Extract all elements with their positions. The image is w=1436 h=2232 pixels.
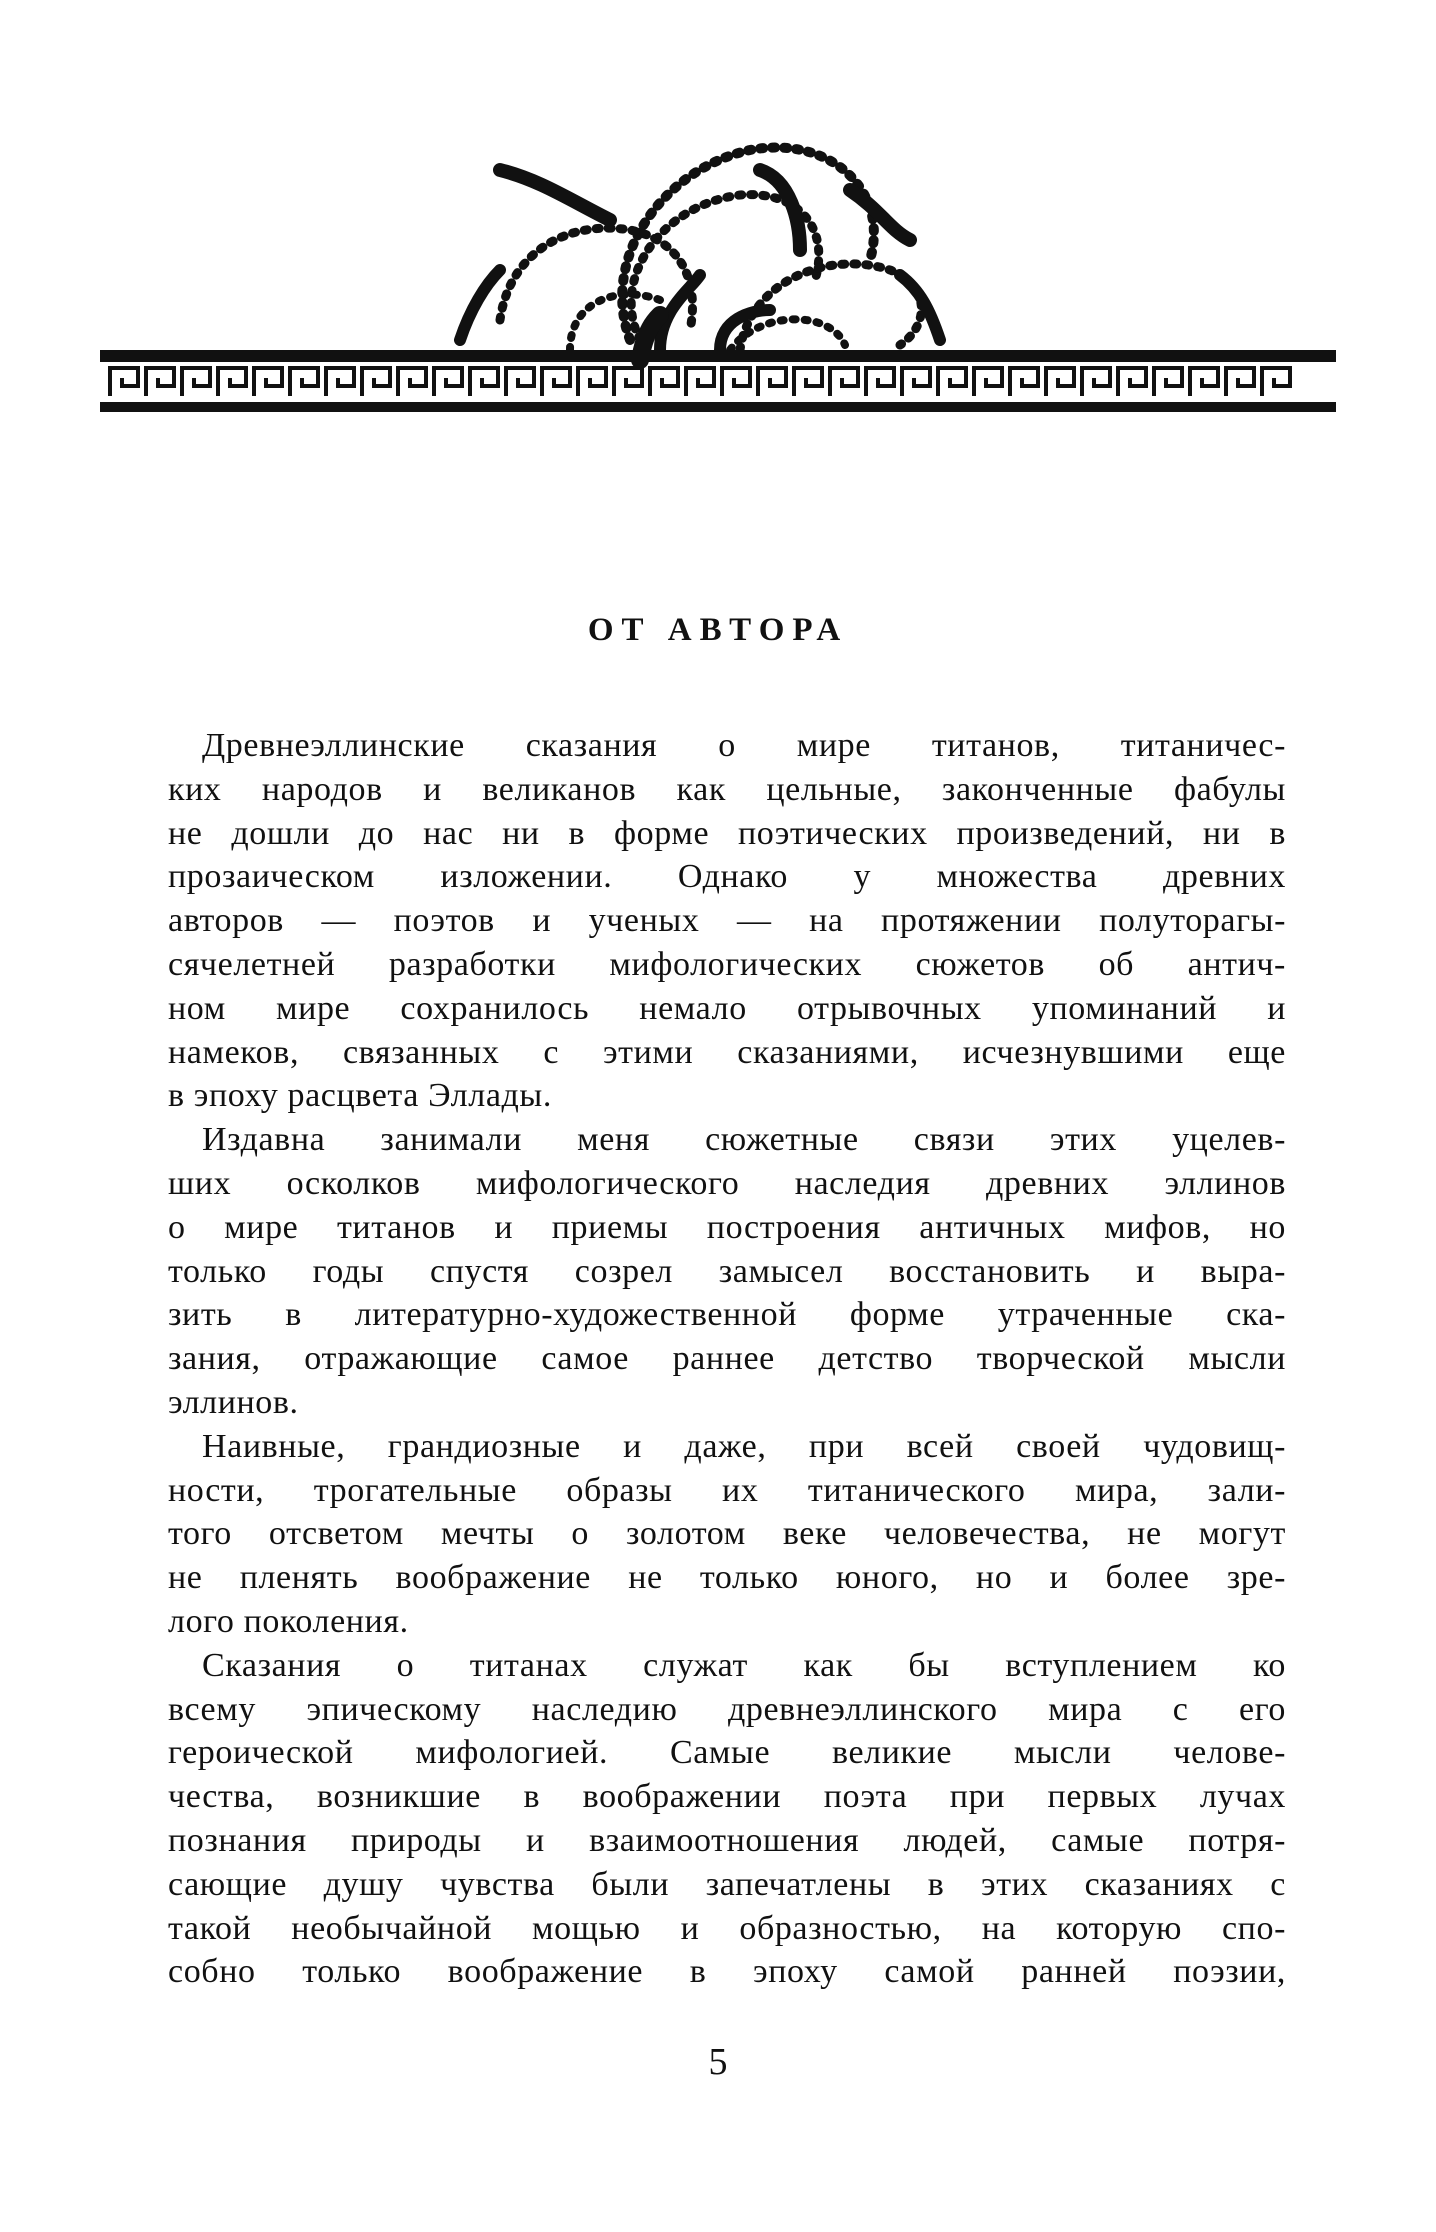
meander-unit [974, 368, 1002, 396]
text-line: того отсветом мечты о золотом веке человечества, не могут [168, 1515, 1286, 1553]
text-line: авторов — поэтов и ученых — на протяжении полуторагы- [168, 902, 1286, 940]
text-line: собно только воображение в эпоху самой ранней поэзии, [168, 1953, 1286, 1991]
meander-unit [470, 368, 498, 396]
text-line: лого поколения. [168, 1602, 409, 1640]
meander-unit [1190, 368, 1218, 396]
text-line: зания, отражающие самое раннее детство творческой мысли [168, 1340, 1286, 1378]
text-line: ких народов и великанов как цельные, законченные фабулы [168, 770, 1286, 808]
meander-unit [326, 368, 354, 396]
text-line: ном мире сохранилось немало отрывочных упоминаний и [168, 989, 1286, 1027]
meander-unit [902, 368, 930, 396]
text-line: познания природы и взаимоотношения людей, самые потря- [168, 1821, 1286, 1859]
text-line: ших осколков мифологического наследия древних эллинов [168, 1164, 1286, 1202]
text-line: о мире титанов и приемы построения античных мифов, но [168, 1208, 1286, 1246]
meander-unit [1046, 368, 1074, 396]
text-line: эллинов. [168, 1383, 299, 1421]
text-line: прозаическом изложении. Однако у множества древних [168, 858, 1286, 896]
meander-unit [1262, 368, 1290, 396]
palmette-meander-ornament [100, 110, 1336, 420]
paragraph [168, 724, 1286, 1118]
meander-unit [1082, 368, 1110, 396]
meander-unit [794, 368, 822, 396]
text-line: чества, возникшие в воображении поэта при первых лучах [168, 1778, 1286, 1816]
meander-unit [866, 368, 894, 396]
text-line: такой необычайной мощью и образностью, на которую спо- [168, 1909, 1286, 1947]
meander-unit [434, 368, 462, 396]
meander-unit [1226, 368, 1254, 396]
meander-unit [542, 368, 570, 396]
body-text [168, 724, 1286, 1994]
text-line: Сказания о титанах служат как бы вступлением ко [202, 1646, 1286, 1684]
meander-unit [290, 368, 318, 396]
text-line: сающие душу чувства были запечатлены в этих сказаниях с [168, 1865, 1286, 1903]
bottom-rule [100, 402, 1336, 412]
meander-unit [650, 368, 678, 396]
text-line: намеков, связанных с этими сказаниями, исчезнувшими еще [168, 1033, 1286, 1071]
text-line: Древнеэллинские сказания о мире титанов, титаничес- [202, 727, 1286, 764]
text-line: героической мифологией. Самые великие мысли челове- [168, 1734, 1286, 1772]
top-rule [100, 350, 1336, 362]
text-line: Издавна занимали меня сюжетные связи этих уцелев- [202, 1121, 1286, 1159]
palmette-icon [460, 148, 940, 360]
meander-unit [758, 368, 786, 396]
text-line: только годы спустя созрел замысел восстановить и выра- [168, 1252, 1286, 1290]
meander-unit [254, 368, 282, 396]
meander-unit [938, 368, 966, 396]
meander-band-icon [110, 368, 1290, 396]
meander-unit [506, 368, 534, 396]
paragraph [168, 1644, 1286, 1994]
meander-unit [398, 368, 426, 396]
text-line: сячелетней разработки мифологических сюжетов об антич- [168, 945, 1286, 983]
meander-unit [182, 368, 210, 396]
text-line: всему эпическому наследию древнеэллинского мира с его [168, 1690, 1286, 1728]
meander-unit [110, 368, 138, 396]
text-line: не дошли до нас ни в форме поэтических произведений, ни в [168, 814, 1286, 852]
meander-unit [1154, 368, 1182, 396]
text-line: ности, трогательные образы их титанического мира, зали- [168, 1471, 1286, 1509]
meander-unit [1118, 368, 1146, 396]
text-line: зить в литературно-художественной форме утраченные ска- [168, 1296, 1286, 1334]
paragraph [168, 1425, 1286, 1644]
text-line: не пленять воображение не только юного, но и более зре- [168, 1559, 1286, 1597]
meander-unit [830, 368, 858, 396]
meander-unit [722, 368, 750, 396]
text-line: Наивные, грандиозные и даже, при всей своей чудовищ- [202, 1427, 1286, 1465]
meander-unit [362, 368, 390, 396]
meander-unit [686, 368, 714, 396]
meander-unit [146, 368, 174, 396]
meander-unit [614, 368, 642, 396]
page-title: ОТ АВТОРА [587, 612, 849, 648]
text-line: в эпоху расцвета Эллады. [168, 1077, 552, 1115]
page-number: 5 [708, 2041, 728, 2083]
meander-unit [218, 368, 246, 396]
paragraph [168, 1118, 1286, 1425]
meander-unit [578, 368, 606, 396]
meander-unit [1010, 368, 1038, 396]
